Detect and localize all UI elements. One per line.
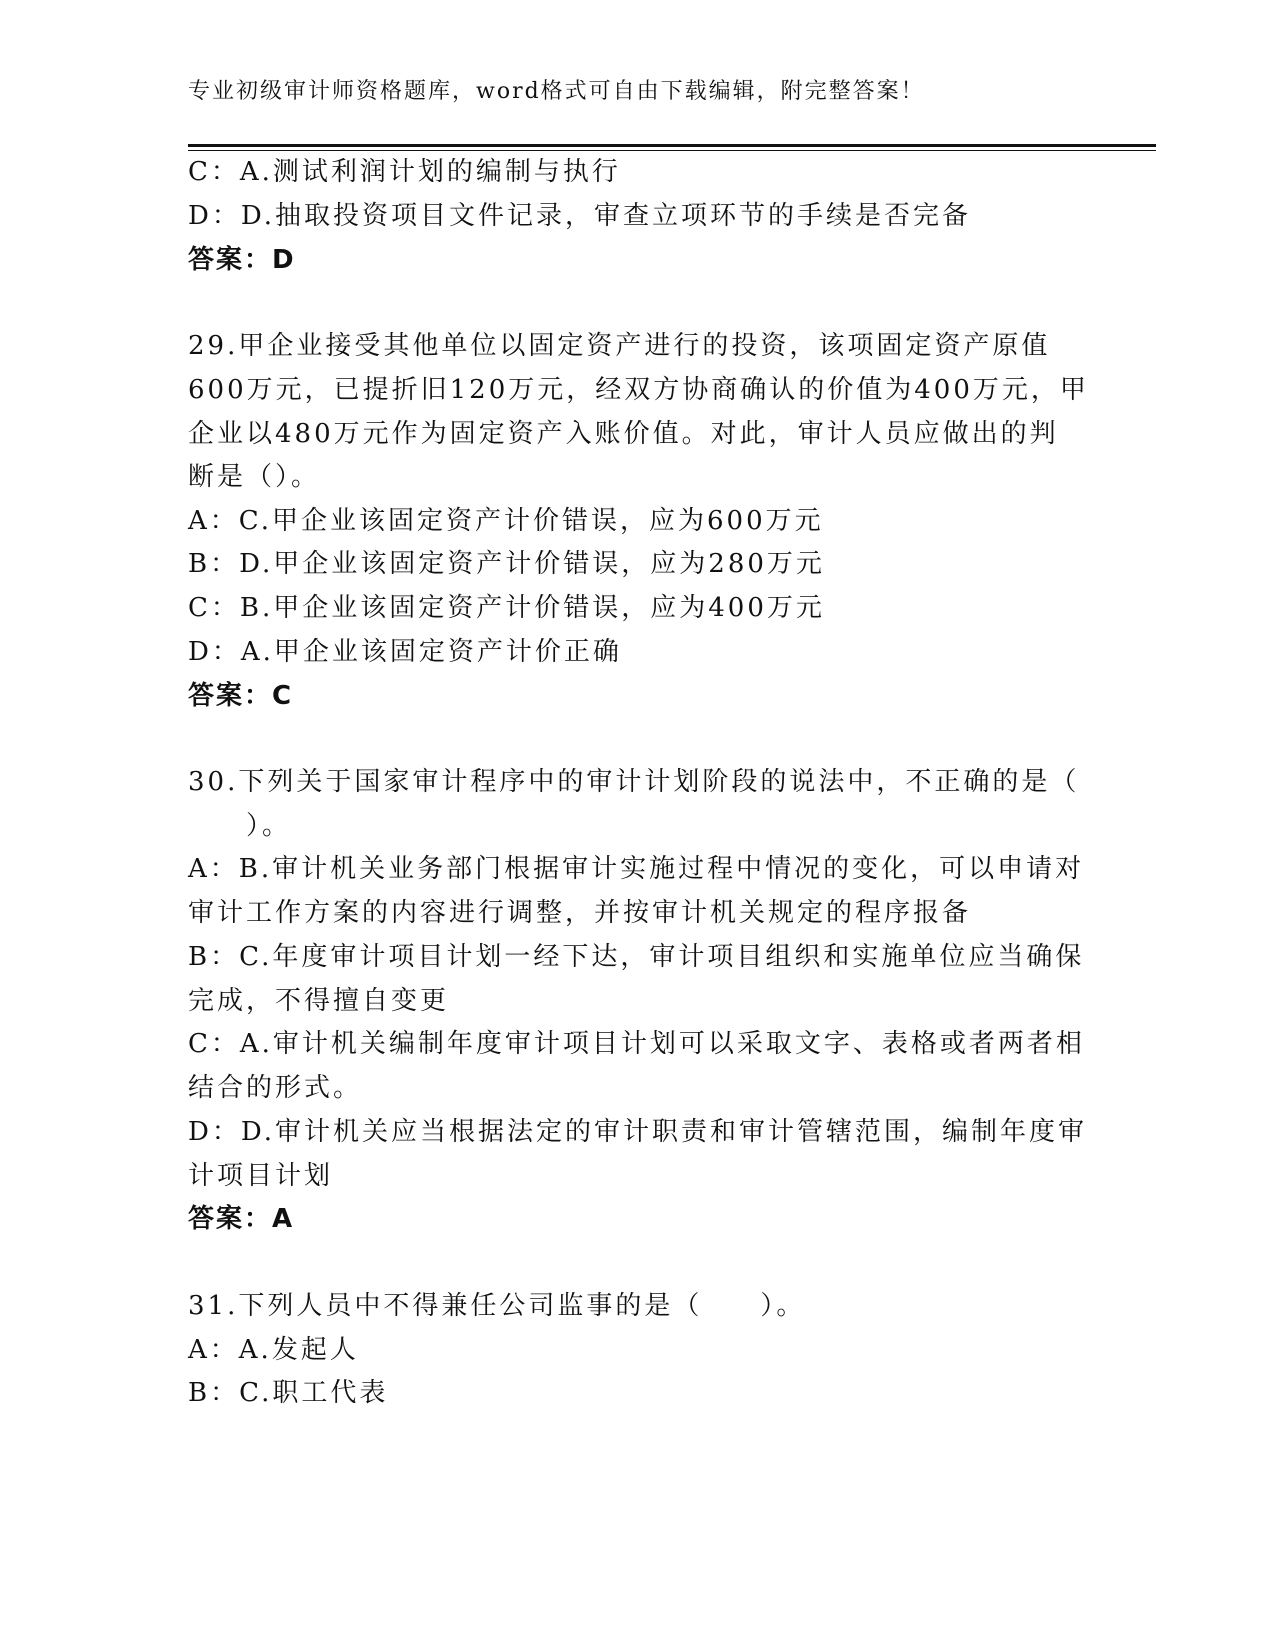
option-line: D：D.抽取投资项目文件记录，审查立项环节的手续是否完备 [188, 201, 972, 231]
option-line: C：A.审计机关编制年度审计项目计划可以采取文字、表格或者两者相 [188, 1029, 1085, 1059]
option-line: 审计工作方案的内容进行调整，并按审计机关规定的程序报备 [188, 898, 972, 928]
option-line: 完成，不得擅自变更 [188, 986, 450, 1016]
option-line: D：D.审计机关应当根据法定的审计职责和审计管辖范围，编制年度审 [188, 1117, 1088, 1147]
question-line: 29.甲企业接受其他单位以固定资产进行的投资，该项固定资产原值 [188, 331, 1051, 361]
question-line: ）。 [188, 811, 292, 841]
answer-line: 答案：D [188, 245, 296, 275]
question-line: 600万元，已提折旧120万元，经双方协商确认的价值为400万元，甲 [188, 375, 1089, 405]
option-line: C：B.甲企业该固定资产计价错误，应为400万元 [188, 593, 825, 623]
option-line: B：C.年度审计项目计划一经下达，审计项目组织和实施单位应当确保 [188, 942, 1085, 972]
option-line: B：D.甲企业该固定资产计价错误，应为280万元 [188, 549, 825, 579]
option-line: 计项目计划 [188, 1161, 334, 1191]
option-line: A：B.审计机关业务部门根据审计实施过程中情况的变化，可以申请对 [188, 854, 1085, 884]
question-line: 企业以480万元作为固定资产入账价值。对此，审计人员应做出的判 [188, 419, 1059, 449]
question-line: 断是（）。 [188, 462, 321, 492]
option-line: C：A.测试利润计划的编制与执行 [188, 157, 621, 187]
option-line: 结合的形式。 [188, 1073, 363, 1103]
question-line: 30.下列关于国家审计程序中的审计计划阶段的说法中，不正确的是（ [188, 767, 1080, 797]
page-header: 专业初级审计师资格题库，word格式可自由下载编辑，附完整答案！ [188, 79, 925, 104]
header-rule-thick [188, 144, 1156, 147]
option-line: A：A.发起人 [188, 1335, 359, 1365]
answer-line: 答案：A [188, 1204, 295, 1234]
option-line: A：C.甲企业该固定资产计价错误，应为600万元 [188, 506, 824, 536]
option-line: B：C.职工代表 [188, 1378, 389, 1408]
header-rule-thin [188, 150, 1156, 151]
option-line: D：A.甲企业该固定资产计价正确 [188, 637, 622, 667]
answer-line: 答案：C [188, 681, 294, 711]
question-line: 31.下列人员中不得兼任公司监事的是（ ）。 [188, 1291, 806, 1321]
